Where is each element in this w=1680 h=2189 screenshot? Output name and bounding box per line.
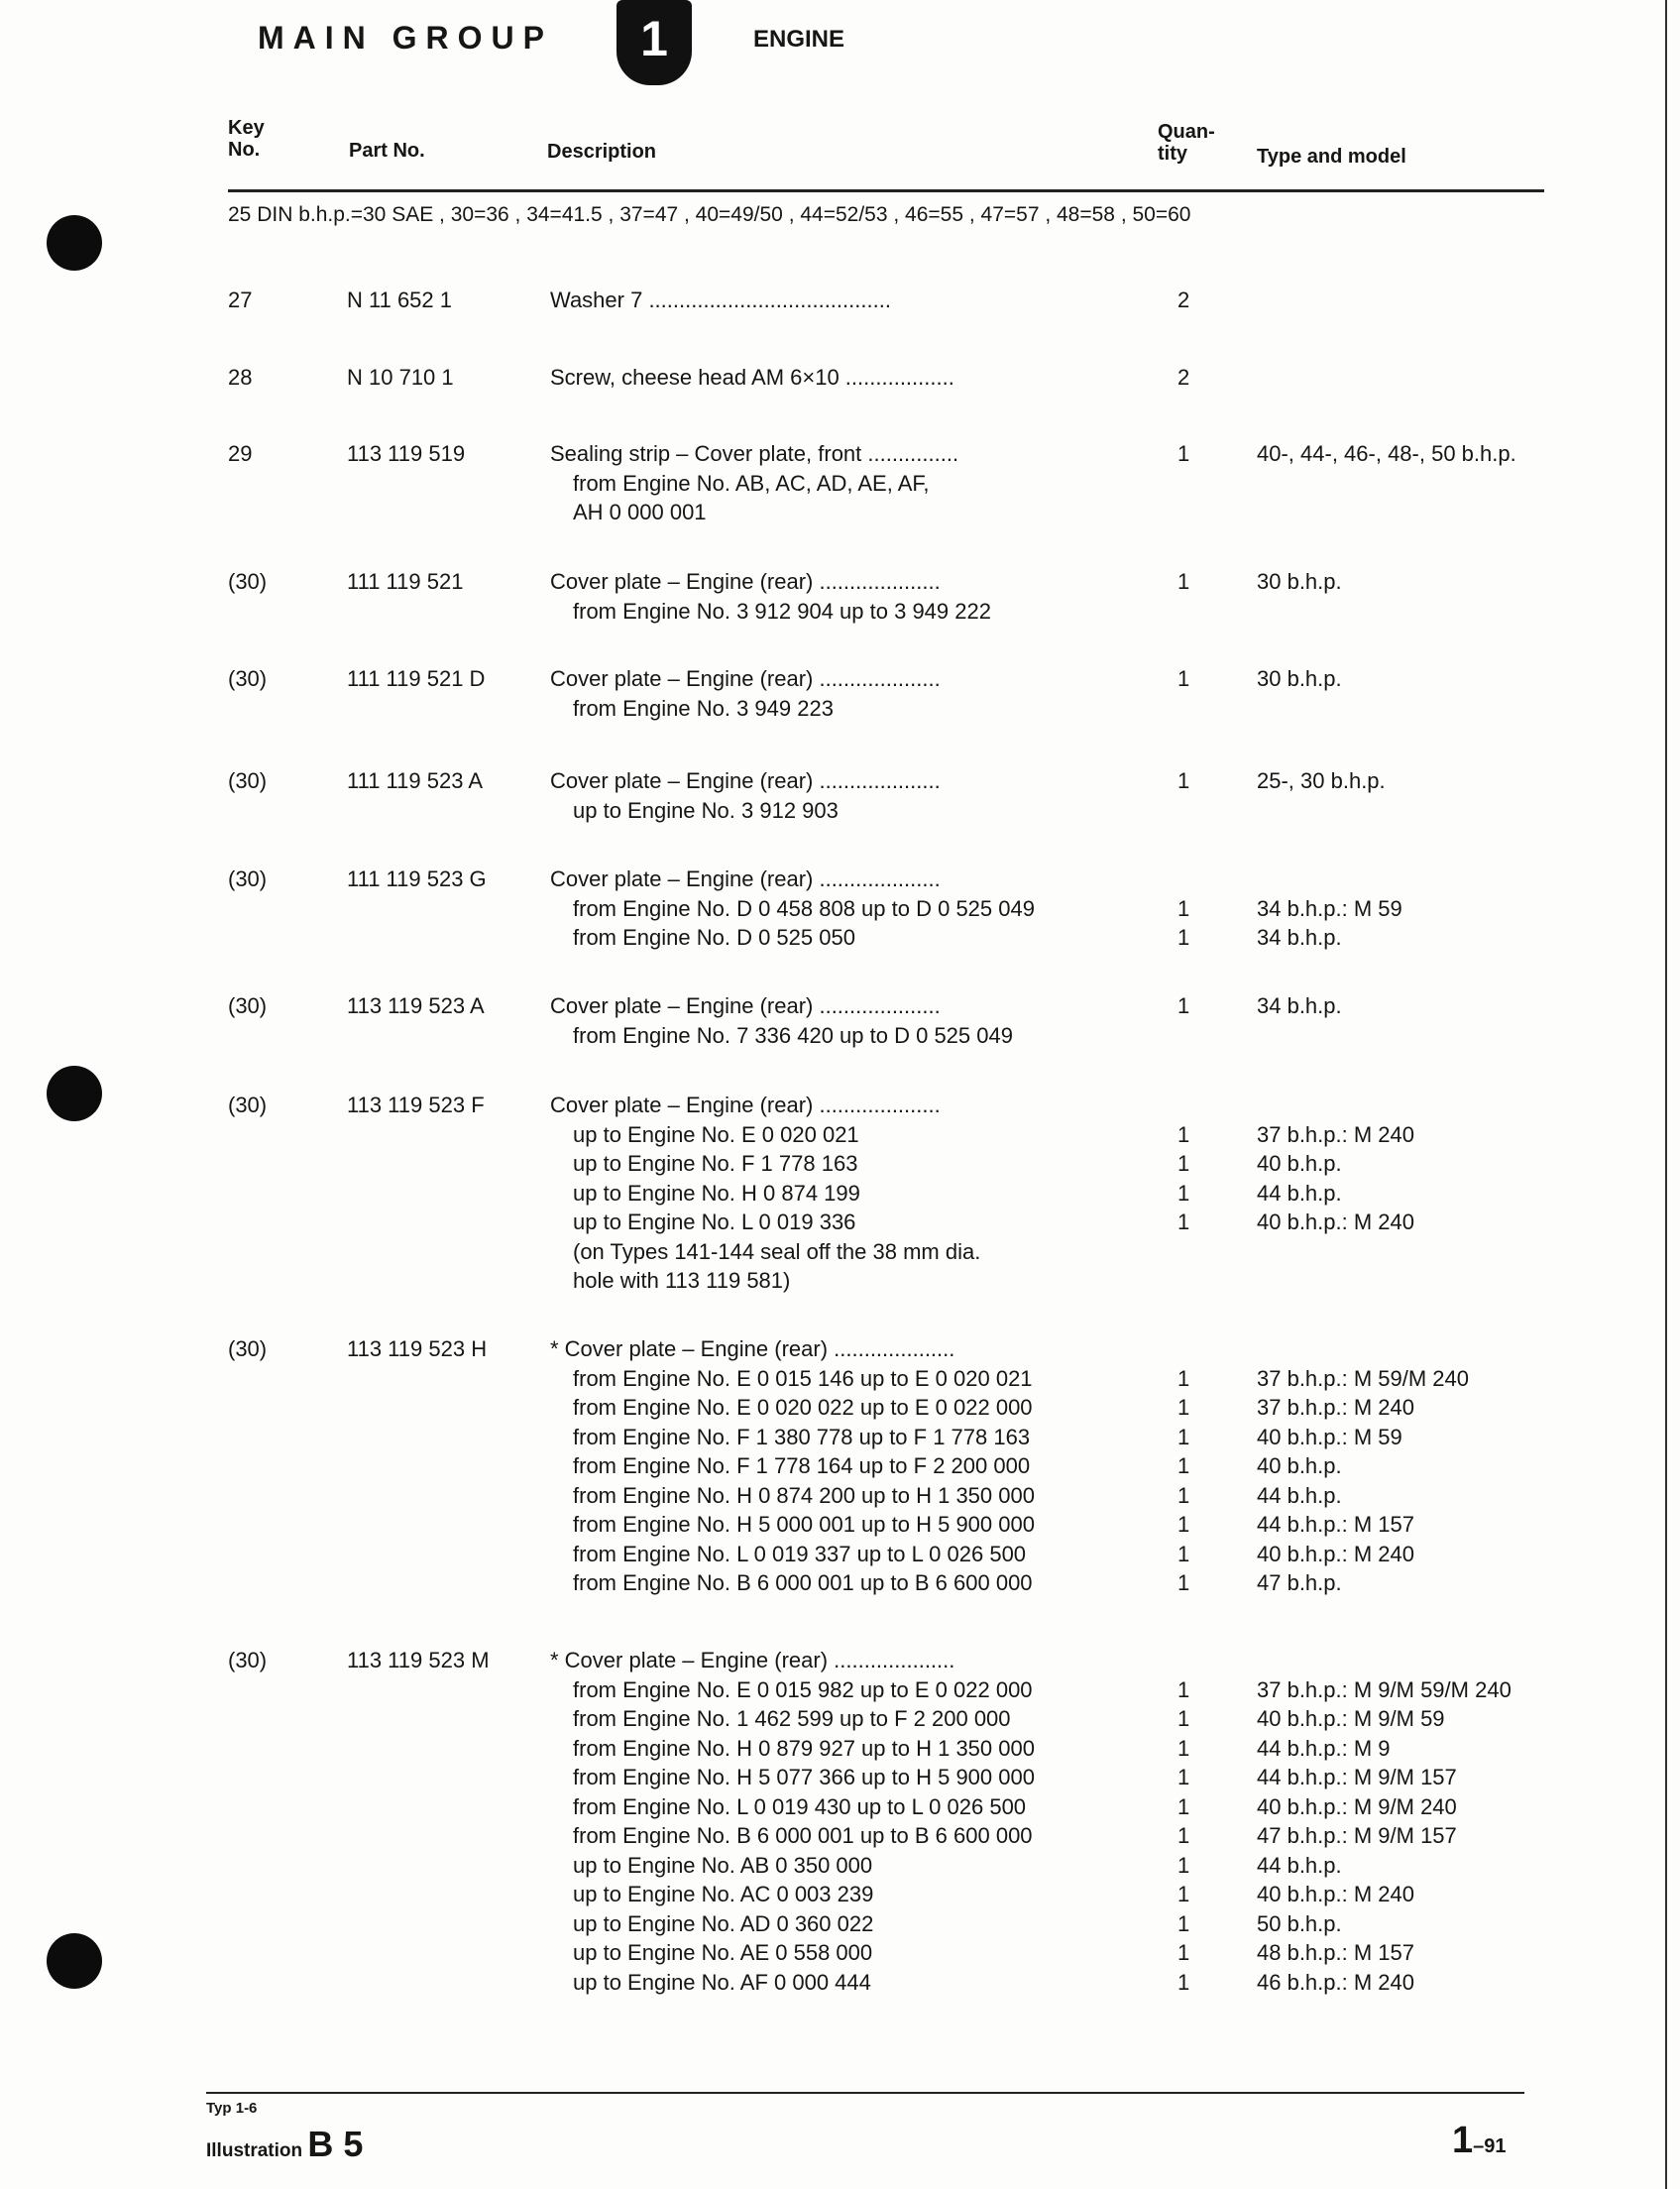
sub-type-model: 40 b.h.p.: M 240 <box>1257 1210 1414 1234</box>
col-description: Description <box>547 141 657 163</box>
description: Cover plate – Engine (rear) .................... <box>550 993 941 1018</box>
type-model: 34 b.h.p. <box>1257 993 1342 1018</box>
quantity: 1 <box>1177 993 1190 1018</box>
part-number: 113 119 523 M <box>347 1648 490 1672</box>
type-model: 40-, 44-, 46-, 48-, 50 b.h.p. <box>1257 441 1516 466</box>
sub-line: from Engine No. E 0 020 022 up to E 0 022 000 <box>573 1395 1033 1420</box>
sub-line: up to Engine No. AE 0 558 000 <box>573 1940 873 1965</box>
sub-quantity: 1 <box>1177 1706 1190 1731</box>
description: Cover plate – Engine (rear) .................... <box>550 666 941 691</box>
part-number: 113 119 523 A <box>347 993 485 1018</box>
sub-line: from Engine No. AB, AC, AD, AE, AF, <box>573 470 930 496</box>
illustration-text: Illustration <box>206 2140 303 2161</box>
key-number: (30) <box>228 866 268 891</box>
sub-type-model: 47 b.h.p.: M 9/M 157 <box>1257 1823 1457 1848</box>
type-model: 30 b.h.p. <box>1257 569 1342 594</box>
typ-label: Typ 1-6 <box>206 2100 258 2117</box>
description: Washer 7 ........................................ <box>550 288 891 312</box>
group-number: 1 <box>640 11 668 66</box>
key-number: 27 <box>228 288 253 312</box>
punch-hole <box>47 1066 102 1121</box>
sub-type-model: 48 b.h.p.: M 157 <box>1257 1940 1414 1965</box>
page-number-sub: –91 <box>1473 2135 1507 2157</box>
sub-line: up to Engine No. H 0 874 199 <box>573 1180 860 1206</box>
sub-line: up to Engine No. F 1 778 163 <box>573 1151 858 1176</box>
part-number: 111 119 523 A <box>347 768 484 793</box>
part-number: 111 119 521 <box>347 569 464 594</box>
description: Cover plate – Engine (rear) .................... <box>550 866 941 891</box>
sub-line: from Engine No. B 6 000 001 up to B 6 600 000 <box>573 1570 1033 1595</box>
sub-line: from Engine No. L 0 019 337 up to L 0 026 500 <box>573 1541 1027 1566</box>
group-number-badge <box>616 0 692 85</box>
sub-line: from Engine No. 1 462 599 up to F 2 200 000 <box>573 1706 1011 1731</box>
header-rule <box>228 189 1544 192</box>
page-number <box>1452 2120 1507 2162</box>
sub-quantity: 1 <box>1177 1676 1190 1702</box>
quantity: 1 <box>1177 768 1190 793</box>
sub-type-model: 40 b.h.p.: M 240 <box>1257 1541 1414 1566</box>
sub-quantity: 1 <box>1177 895 1190 921</box>
sub-type-model: 40 b.h.p. <box>1257 1151 1342 1176</box>
sub-type-model: 47 b.h.p. <box>1257 1570 1342 1595</box>
sub-type-model: 37 b.h.p.: M 59/M 240 <box>1257 1365 1470 1391</box>
sub-line: up to Engine No. 3 912 903 <box>573 797 839 823</box>
illustration-label <box>206 2124 363 2165</box>
sub-line: (on Types 141-144 seal off the 38 mm dia. <box>573 1238 981 1264</box>
sub-line: up to Engine No. L 0 019 336 <box>573 1210 856 1234</box>
sub-type-model: 34 b.h.p.: M 59 <box>1257 895 1402 921</box>
sub-quantity: 1 <box>1177 1882 1190 1906</box>
sub-quantity: 1 <box>1177 1541 1190 1566</box>
sub-type-model: 44 b.h.p.: M 9 <box>1257 1735 1391 1761</box>
sub-line: up to Engine No. AF 0 000 444 <box>573 1969 871 1995</box>
key-number: (30) <box>228 666 268 691</box>
sub-line: from Engine No. H 0 879 927 up to H 1 350 000 <box>573 1735 1035 1761</box>
sub-type-model: 40 b.h.p.: M 240 <box>1257 1882 1414 1906</box>
sub-quantity: 1 <box>1177 1180 1190 1206</box>
sub-quantity: 1 <box>1177 1151 1190 1176</box>
key-number: (30) <box>228 1336 268 1361</box>
sub-line: from Engine No. F 1 778 164 up to F 2 200 000 <box>573 1453 1031 1478</box>
type-model: 25-, 30 b.h.p. <box>1257 768 1386 793</box>
sub-line: from Engine No. D 0 458 808 up to D 0 525 049 <box>573 895 1035 921</box>
sub-type-model: 34 b.h.p. <box>1257 925 1342 950</box>
description: Cover plate – Engine (rear) .................... <box>550 1093 941 1117</box>
sub-line: from Engine No. 3 912 904 up to 3 949 222 <box>573 598 991 624</box>
sub-quantity: 1 <box>1177 1121 1190 1147</box>
sub-quantity: 1 <box>1177 1969 1190 1995</box>
sub-line: hole with 113 119 581) <box>573 1268 791 1293</box>
sub-quantity: 1 <box>1177 1940 1190 1965</box>
sub-quantity: 1 <box>1177 1365 1190 1391</box>
sub-type-model: 46 b.h.p.: M 240 <box>1257 1969 1414 1995</box>
type-model: 30 b.h.p. <box>1257 666 1342 691</box>
illustration-code: B 5 <box>307 2124 364 2164</box>
sub-type-model: 44 b.h.p. <box>1257 1180 1342 1206</box>
quantity: 2 <box>1177 288 1190 312</box>
sub-quantity: 1 <box>1177 1793 1190 1819</box>
sub-quantity: 1 <box>1177 1512 1190 1537</box>
sub-quantity: 1 <box>1177 1735 1190 1761</box>
key-number: (30) <box>228 1093 268 1117</box>
key-number: (30) <box>228 768 268 793</box>
part-number: 111 119 523 G <box>347 866 487 891</box>
key-number: (30) <box>228 569 268 594</box>
main-group-title: MAIN GROUP <box>258 20 553 56</box>
sub-line: from Engine No. F 1 380 778 up to F 1 778 163 <box>573 1424 1031 1449</box>
key-number: 28 <box>228 365 253 390</box>
sub-quantity: 1 <box>1177 1570 1190 1595</box>
sub-line: from Engine No. H 5 077 366 up to H 5 900 000 <box>573 1765 1035 1789</box>
sub-line: up to Engine No. E 0 020 021 <box>573 1121 859 1147</box>
punch-hole <box>47 1933 102 1989</box>
sub-line: up to Engine No. AD 0 360 022 <box>573 1910 874 1936</box>
sub-quantity: 1 <box>1177 1852 1190 1878</box>
sub-line: from Engine No. E 0 015 146 up to E 0 020 021 <box>573 1365 1033 1391</box>
part-number: N 11 652 1 <box>347 288 453 312</box>
part-number: 113 119 519 <box>347 441 466 466</box>
sub-type-model: 40 b.h.p.: M 9/M 59 <box>1257 1706 1445 1731</box>
sub-line: up to Engine No. AC 0 003 239 <box>573 1882 874 1906</box>
quantity: 1 <box>1177 569 1190 594</box>
part-number: 113 119 523 H <box>347 1336 488 1361</box>
key-number: 29 <box>228 441 253 466</box>
page-edge-line <box>1665 0 1667 2189</box>
key-number: (30) <box>228 1648 268 1672</box>
sub-line: from Engine No. 7 336 420 up to D 0 525 049 <box>573 1022 1013 1048</box>
col-part: Part No. <box>349 140 425 162</box>
sub-line: up to Engine No. AB 0 350 000 <box>573 1852 873 1878</box>
sub-type-model: 37 b.h.p.: M 240 <box>1257 1395 1414 1420</box>
sub-type-model: 44 b.h.p. <box>1257 1852 1342 1878</box>
sub-quantity: 1 <box>1177 1453 1190 1478</box>
sub-quantity: 1 <box>1177 1765 1190 1789</box>
col-key: Key No. <box>228 117 265 161</box>
sub-type-model: 50 b.h.p. <box>1257 1910 1342 1936</box>
sub-quantity: 1 <box>1177 1210 1190 1234</box>
description: Screw, cheese head AM 6×10 .................. <box>550 365 954 390</box>
sub-quantity: 1 <box>1177 1395 1190 1420</box>
sub-line: from Engine No. E 0 015 982 up to E 0 022 000 <box>573 1676 1033 1702</box>
sub-type-model: 44 b.h.p.: M 9/M 157 <box>1257 1765 1457 1789</box>
description: Sealing strip – Cover plate, front ............... <box>550 441 959 466</box>
page-number-main: 1 <box>1452 2120 1474 2161</box>
col-type: Type and model <box>1257 146 1406 168</box>
sub-type-model: 44 b.h.p. <box>1257 1482 1342 1508</box>
footer-rule <box>206 2092 1524 2094</box>
part-number: N 10 710 1 <box>347 365 454 390</box>
sub-type-model: 37 b.h.p.: M 240 <box>1257 1121 1414 1147</box>
sub-quantity: 1 <box>1177 1910 1190 1936</box>
sub-quantity: 1 <box>1177 1482 1190 1508</box>
sub-type-model: 37 b.h.p.: M 9/M 59/M 240 <box>1257 1676 1512 1702</box>
sub-type-model: 40 b.h.p.: M 9/M 240 <box>1257 1793 1457 1819</box>
sub-line: from Engine No. L 0 019 430 up to L 0 026 500 <box>573 1793 1027 1819</box>
sub-line: from Engine No. B 6 000 001 up to B 6 600 000 <box>573 1823 1033 1848</box>
description: * Cover plate – Engine (rear) .................... <box>550 1336 955 1361</box>
section-title: ENGINE <box>753 26 845 53</box>
sub-line: from Engine No. 3 949 223 <box>573 695 834 721</box>
description: * Cover plate – Engine (rear) .................... <box>550 1648 955 1672</box>
sub-line: from Engine No. D 0 525 050 <box>573 925 855 950</box>
col-quantity: Quan- tity <box>1158 121 1215 165</box>
key-number: (30) <box>228 993 268 1018</box>
quantity: 2 <box>1177 365 1190 390</box>
sub-quantity: 1 <box>1177 1424 1190 1449</box>
sub-line: from Engine No. H 0 874 200 up to H 1 350 000 <box>573 1482 1035 1508</box>
sub-type-model: 44 b.h.p.: M 157 <box>1257 1512 1414 1537</box>
description: Cover plate – Engine (rear) .................... <box>550 569 941 594</box>
sub-type-model: 40 b.h.p. <box>1257 1453 1342 1478</box>
punch-hole <box>47 215 102 271</box>
sub-line: from Engine No. H 5 000 001 up to H 5 900 000 <box>573 1512 1035 1537</box>
sub-quantity: 1 <box>1177 1823 1190 1848</box>
quantity: 1 <box>1177 666 1190 691</box>
din-conversion-line: 25 DIN b.h.p.=30 SAE , 30=36 , 34=41.5 , 37=47 , 40=49/50 , 44=52/53 , 46=55 , 47=57 , 48=58 , 50=60 <box>228 203 1191 226</box>
sub-quantity: 1 <box>1177 925 1190 950</box>
part-number: 113 119 523 F <box>347 1093 485 1117</box>
description: Cover plate – Engine (rear) .................... <box>550 768 941 793</box>
part-number: 111 119 521 D <box>347 666 486 691</box>
sub-line: AH 0 000 001 <box>573 500 707 524</box>
sub-type-model: 40 b.h.p.: M 59 <box>1257 1424 1402 1449</box>
quantity: 1 <box>1177 441 1190 466</box>
